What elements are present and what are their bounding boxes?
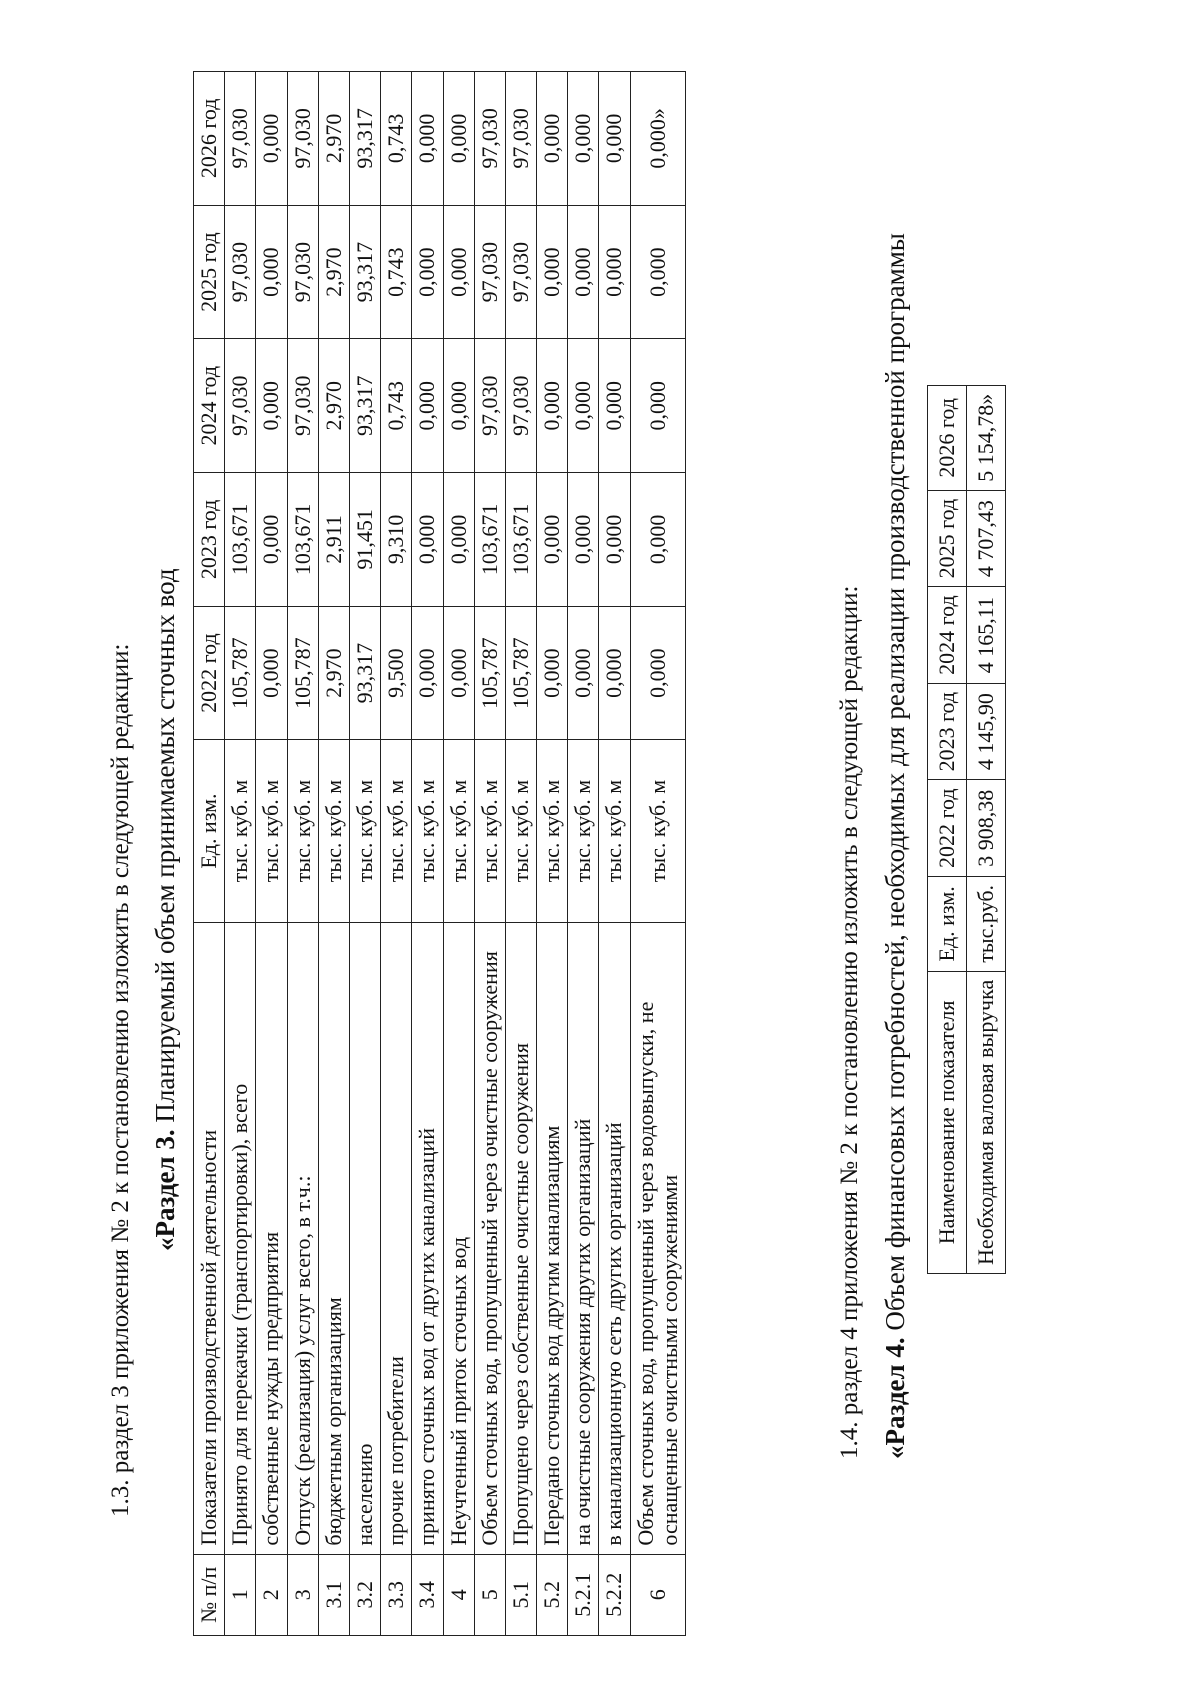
section3-title-rest: Планируемый объем принимаемых сточных вод [150,568,180,1130]
column-header: 2026 год [928,385,967,490]
table-cell: 0,000 [599,339,630,473]
table-cell: Отпуск (реализация) услуг всего, в т.ч.: [287,922,318,1554]
table-cell: в канализационную сеть других организаций [599,922,630,1554]
wastewater-volume-table [193,71,686,1636]
table-cell: 5.2.2 [599,1554,630,1635]
table-cell: 0,000 [412,606,443,740]
table-cell: 0,000 [537,205,568,339]
table-cell: 0,000 [256,72,287,206]
table-cell: прочие потребители [381,922,412,1554]
table-cell: тыс. куб. м [349,740,380,922]
table-cell: 0,000 [599,205,630,339]
table-cell: 97,030 [225,72,256,206]
table-cell: 97,030 [505,72,536,206]
table-cell: 0,000 [256,205,287,339]
table-cell: 0,000 [443,473,474,607]
table-cell: тыс. куб. м [412,740,443,922]
section4-title-bold: «Раздел 4. [880,1337,910,1459]
column-header: 2026 год [194,72,225,206]
table-cell: 0,743 [381,205,412,339]
table-cell: 0,000 [412,473,443,607]
column-header: № п/п [194,1554,225,1635]
table-row [967,385,1006,1273]
column-header: 2025 год [194,205,225,339]
table-cell: 0,000 [630,339,685,473]
table-row [287,72,318,1636]
table-cell: 5 [474,1554,505,1635]
table-cell: 2,970 [318,72,349,206]
table-cell: 0,000 [568,339,599,473]
table-cell: 4 707,43 [967,490,1006,587]
table-cell: 9,500 [381,606,412,740]
column-header: 2022 год [928,780,967,877]
table-cell: тыс. куб. м [287,740,318,922]
table-cell: 0,000 [412,339,443,473]
table-cell: 0,000 [537,473,568,607]
table-row [225,72,256,1636]
table-cell: 3.4 [412,1554,443,1635]
table-cell: Объем сточных вод, пропущенный через очистные сооружения [474,922,505,1554]
table-cell: принято сточных вод от других канализаций [412,922,443,1554]
table-row [599,72,630,1636]
column-header: 2024 год [928,587,967,684]
table-cell: тыс. куб. м [537,740,568,922]
table-cell: тыс. куб. м [630,740,685,922]
table-cell: на очистные сооружения других организаций [568,922,599,1554]
table-cell: 0,743 [381,72,412,206]
amendment-intro-4: 1.4. раздел 4 приложения № 2 к постановлению изложить в следующей редакции: [836,585,863,1459]
table-row [474,72,505,1636]
column-header: Ед. изм. [928,876,967,971]
table-cell: 3 [287,1554,318,1635]
table-cell: 0,000 [630,205,685,339]
table-cell: 3 908,38 [967,780,1006,877]
table-cell: 97,030 [474,72,505,206]
table-cell: 5.2 [537,1554,568,1635]
table-cell: 0,000 [256,473,287,607]
table-cell: 0,000 [537,606,568,740]
table-cell: 0,000 [599,72,630,206]
table-cell: 2 [256,1554,287,1635]
table-cell: 93,317 [349,205,380,339]
table-cell: 97,030 [225,205,256,339]
table-cell: 97,030 [287,339,318,473]
table-cell: 0,000 [537,339,568,473]
table-cell: 103,671 [474,473,505,607]
table-cell: тыс. куб. м [443,740,474,922]
table-cell: бюджетным организациям [318,922,349,1554]
table-row [381,72,412,1636]
table-cell: 0,000 [599,606,630,740]
table-row [443,72,474,1636]
table-cell: собственные нужды предприятия [256,922,287,1554]
table-cell: 4 165,11 [967,587,1006,684]
table-cell: Объем сточных вод, пропущенный через водовыпуски, не оснащенные очистными сооружениями [630,922,685,1554]
header-row [194,72,225,1636]
table-cell: 93,317 [349,606,380,740]
table-cell: 2,970 [318,606,349,740]
table-cell: 4 [443,1554,474,1635]
table-cell: 97,030 [505,339,536,473]
table-cell: 0,000» [630,72,685,206]
table-cell: 105,787 [474,606,505,740]
table-cell: Необходимая валовая выручка [967,971,1006,1273]
section3-title-bold: «Раздел 3. [150,1129,180,1251]
table-cell: 0,000 [412,205,443,339]
table-cell: тыс. куб. м [381,740,412,922]
table-cell: 0,000 [256,606,287,740]
table-cell: 93,317 [349,339,380,473]
table-cell: 103,671 [287,473,318,607]
table-cell: 0,000 [630,473,685,607]
table-cell: Принято для перекачки (транспортировки), всего [225,922,256,1554]
table-cell: 1 [225,1554,256,1635]
table-cell: 105,787 [225,606,256,740]
table-cell: 5 154,78» [967,385,1006,490]
table-row [568,72,599,1636]
table-cell: 0,000 [568,606,599,740]
financial-needs-table [927,385,1006,1274]
table-cell: 97,030 [225,339,256,473]
column-header: Наименование показателя [928,971,967,1273]
table-cell: 91,451 [349,473,380,607]
table-cell: 0,000 [630,606,685,740]
table-row [412,72,443,1636]
table-cell: 105,787 [287,606,318,740]
header-row [928,385,967,1273]
table-cell: 0,000 [443,339,474,473]
table-cell: 3.2 [349,1554,380,1635]
table-cell: 2,970 [318,339,349,473]
table-cell: 0,000 [568,205,599,339]
table-cell: 9,310 [381,473,412,607]
column-header: 2022 год [194,606,225,740]
table-cell: 0,000 [568,72,599,206]
table-cell: 2,911 [318,473,349,607]
table-row [256,72,287,1636]
table-cell: 2,970 [318,205,349,339]
table-cell: тыс. куб. м [599,740,630,922]
table-cell: Пропущено через собственные очистные сооружения [505,922,536,1554]
table-cell: 97,030 [287,72,318,206]
table-cell: Передано сточных вод другим канализациям [537,922,568,1554]
table-cell: тыс. куб. м [318,740,349,922]
column-header: 2023 год [928,683,967,780]
table-cell: 0,000 [599,473,630,607]
table-cell: 4 145,90 [967,683,1006,780]
table-cell: 5.2.1 [568,1554,599,1635]
table-cell: тыс. куб. м [474,740,505,922]
table-cell: 97,030 [287,205,318,339]
amendment-intro-3: 1.3. раздел 3 приложения № 2 к постановлению изложить в следующей редакции: [107,643,134,1517]
table-cell: 3.3 [381,1554,412,1635]
table-cell: тыс.руб. [967,876,1006,971]
table-cell: 0,000 [256,339,287,473]
table-cell: 0,000 [537,72,568,206]
table-cell: Неучтенный приток сточных вод [443,922,474,1554]
table-cell: 105,787 [505,606,536,740]
table-cell: тыс. куб. м [225,740,256,922]
table-cell: тыс. куб. м [256,740,287,922]
section3-title [150,568,181,1251]
column-header: 2025 год [928,490,967,587]
column-header: Ед. изм. [194,740,225,922]
column-header: Показатели производственной деятельности [194,922,225,1554]
table-cell: тыс. куб. м [505,740,536,922]
table-cell: населению [349,922,380,1554]
table-cell: 97,030 [474,339,505,473]
table-cell: 6 [630,1554,685,1635]
table-cell: 0,000 [443,606,474,740]
table-cell: 103,671 [225,473,256,607]
table-row [630,72,685,1636]
table-cell: 97,030 [505,205,536,339]
table-cell: 0,000 [443,72,474,206]
section4-title-rest: Объем финансовых потребностей, необходимых для реализации производственной программы [880,233,910,1338]
column-header: 2024 год [194,339,225,473]
table-cell: 93,317 [349,72,380,206]
table-cell: 0,743 [381,339,412,473]
table-row [349,72,380,1636]
table-cell: 0,000 [443,205,474,339]
table-row [318,72,349,1636]
table-cell: 0,000 [568,473,599,607]
table-cell: 97,030 [474,205,505,339]
table-cell: 103,671 [505,473,536,607]
table-row [505,72,536,1636]
table-cell: тыс. куб. м [568,740,599,922]
table-cell: 3.1 [318,1554,349,1635]
column-header: 2023 год [194,473,225,607]
section4-title [880,233,911,1459]
table-cell: 5.1 [505,1554,536,1635]
table-cell: 0,000 [412,72,443,206]
table-row [537,72,568,1636]
